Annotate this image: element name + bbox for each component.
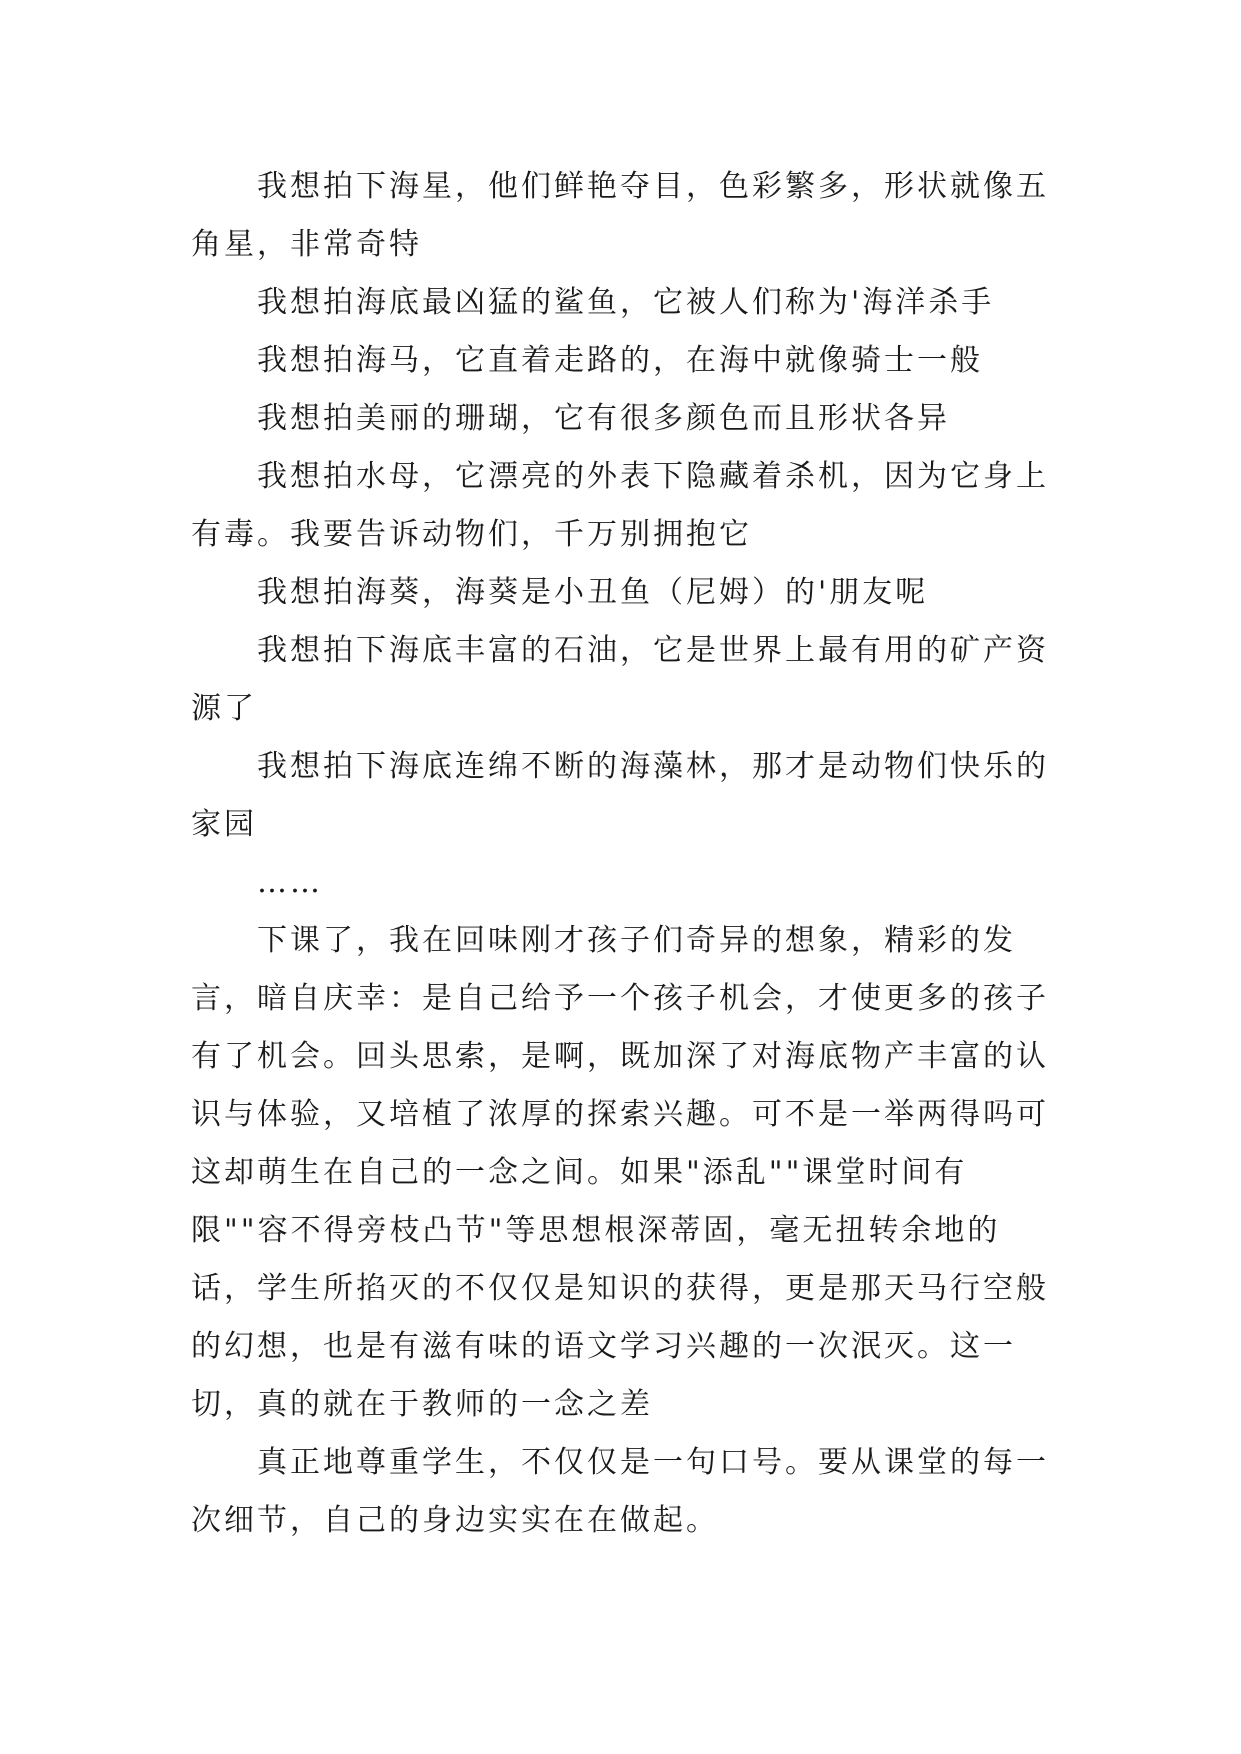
paragraph-anemone: 我想拍海葵，海葵是小丑鱼（尼姆）的'朋友呢	[257, 575, 929, 610]
paragraph-conclusion: 真正地尊重学生，不仅仅是一句口号。要从课堂的每一次细节，自己的身边实实在在做起。	[191, 1445, 1049, 1538]
paragraph-oil: 我想拍下海底丰富的石油，它是世界上最有用的矿产资源了	[191, 633, 1049, 726]
paragraph-jellyfish: 我想拍水母，它漂亮的外表下隐藏着杀机，因为它身上有毒。我要告诉动物们，千万别拥抱它	[191, 459, 1049, 552]
paragraph-kelp: 我想拍下海底连绵不断的海藻林，那才是动物们快乐的家园	[191, 749, 1049, 842]
paragraph-ellipsis: ……	[257, 865, 323, 900]
paragraph-shark: 我想拍海底最凶猛的鲨鱼，它被人们称为'海洋杀手	[257, 285, 995, 320]
paragraph-coral: 我想拍美丽的珊瑚，它有很多颜色而且形状各异	[257, 401, 950, 436]
paragraph-reflection: 下课了，我在回味刚才孩子们奇异的想象，精彩的发言，暗自庆幸：是自己给予一个孩子机会，才使更多的孩子有了机会。回头思索，是啊，既加深了对海底物产丰富的认识与体验，又培植了浓厚的探索兴趣。可不是一举两得吗可这却萌生在自己的一念之间。如果"添乱""课堂时间有限""容不得旁枝凸节"等思想根深蒂固，毫无扭转余地的话，学生所掐灭的不仅仅是知识的获得，更是那天马行空般的幻想，也是有滋有味的语文学习兴趣的一次泯灭。这一切，真的就在于教师的一念之差	[191, 923, 1049, 1422]
paragraph-seahorse: 我想拍海马，它直着走路的，在海中就像骑士一般	[257, 343, 983, 378]
document-page	[191, 158, 1051, 1550]
paragraph-starfish: 我想拍下海星，他们鲜艳夺目，色彩繁多，形状就像五角星，非常奇特	[191, 169, 1049, 262]
